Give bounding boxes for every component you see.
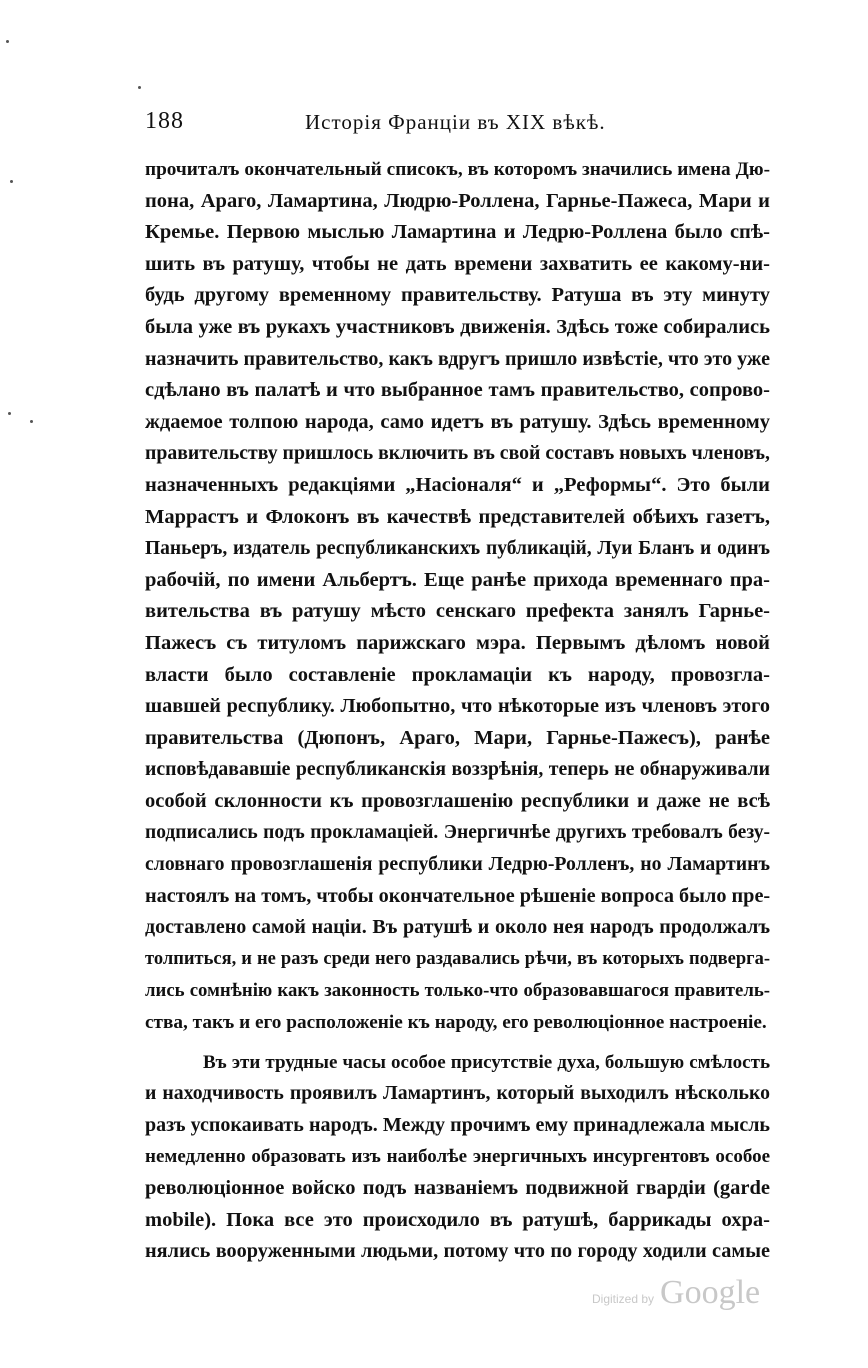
scan-speck: [138, 86, 141, 89]
text-line: назначить правительство, какъ вдругъ пришло извѣстіе, что это уже: [145, 347, 770, 370]
paragraph: [145, 154, 770, 1039]
text-line: Кремье. Первою мыслью Ламартина и Ледрю-Роллена было спѣ-: [145, 221, 770, 244]
text-line: революціонное войско подъ названіемъ подвижной гвардіи (garde: [145, 1177, 770, 1199]
scan-speck: [10, 180, 13, 183]
text-line: Маррастъ и Флоконъ въ качествѣ представителей обѣихъ газетъ,: [145, 505, 770, 528]
text-line: и находчивость проявилъ Ламартинъ, который выходилъ нѣсколько: [145, 1082, 770, 1105]
scan-speck: [6, 40, 9, 43]
text-line: исповѣдававшіе республиканскія воззрѣнія, теперь не обнаруживали: [145, 758, 770, 781]
text-line: власти было составленіе прокламаціи къ народу, провозгла-: [145, 663, 770, 686]
text-line: словнаго провозглашенія республики Ледрю-Ролленъ, но Ламартинъ: [145, 853, 770, 876]
page-header: [145, 108, 770, 138]
text-line: правительству пришлось включить въ свой составъ новыхъ членовъ,: [145, 442, 770, 465]
text-line: будь другому временному правительству. Ратуша въ эту минуту: [145, 284, 770, 307]
text-line: назначенныхъ редакціями „Насіоналя“ и „Реформы“. Это были: [145, 473, 770, 496]
text-line: шавшей республику. Любопытно, что нѣкоторые изъ членовъ этого: [145, 695, 770, 718]
text-line: рабочій, по имени Альбертъ. Еще ранѣе прихода временнаго пра-: [145, 568, 770, 591]
text-line: нялись вооруженными людьми, потому что по городу ходили самые: [145, 1240, 770, 1263]
watermark-prefix: Digitized by: [592, 1292, 655, 1306]
text-line: лись сомнѣнію какъ законность только-что образовавшагося правитель-: [145, 980, 770, 1002]
paragraph-container: [145, 154, 770, 1268]
text-line: прочиталъ окончательный списокъ, въ которомъ значились имена Дю-: [145, 159, 770, 180]
text-line: доставлено самой націи. Въ ратушѣ и около нея народъ продолжалъ: [145, 916, 770, 939]
text-line: толпиться, и не разъ среди него раздавались рѣчи, въ которыхъ подверга-: [145, 948, 770, 969]
text-line: ства, такъ и его расположеніе къ народу, его революціонное настроеніе.: [145, 1012, 767, 1034]
scan-speck: [8, 412, 11, 415]
page-number: 188: [145, 108, 184, 134]
text-line: настоялъ на томъ, чтобы окончательное рѣшеніе вопроса было пре-: [145, 884, 771, 907]
text-line: Паньеръ, издатель республиканскихъ публикацій, Луи Бланъ и одинъ: [145, 538, 770, 560]
text-line: немедленно образовать изъ наиболѣе энергичныхъ инсургентовъ особое: [145, 1146, 770, 1168]
text-line: особой склонности къ провозглашенію республики и даже не всѣ: [145, 789, 770, 812]
body-text: [145, 154, 770, 1268]
text-line: ждаемое толпою народа, само идетъ въ ратушу. Здѣсь временному: [145, 410, 770, 433]
text-line: шить въ ратушу, чтобы не дать времени захватить ее какому-ни-: [145, 252, 770, 275]
text-line: правительства (Дюпонъ, Араго, Мари, Гарнье-Пажесъ), ранѣе: [145, 726, 770, 749]
text-line: была уже въ рукахъ участниковъ движенія. Здѣсь тоже собирались: [145, 315, 770, 338]
text-line: Пажесъ съ титуломъ парижскаго мэра. Первымъ дѣломъ новой: [145, 631, 770, 654]
paragraph: [145, 1047, 770, 1268]
text-line: подписались подъ прокламаціей. Энергичнѣе другихъ требовалъ безу-: [145, 822, 770, 844]
text-line: вительства въ ратушу мѣсто сенскаго префекта занялъ Гарнье-: [145, 600, 770, 623]
paragraph-gap: [145, 1039, 770, 1047]
scan-speck: [30, 420, 33, 423]
text-line: сдѣлано въ палатѣ и что выбранное тамъ правительство, сопрово-: [145, 379, 770, 402]
watermark-brand: Google: [660, 1274, 761, 1311]
text-line: Въ эти трудные часы особое присутствіе духа, большую смѣлость: [203, 1051, 770, 1073]
running-title: Исторія Франціи въ XIX вѣкѣ.: [305, 110, 606, 134]
digitized-watermark: [592, 1274, 760, 1314]
text-line: mobile). Пока все это происходило въ ратушѣ, баррикады охра-: [145, 1208, 770, 1231]
text-line: пона, Араго, Ламартина, Людрю-Роллена, Гарнье-Пажеса, Мари и: [145, 189, 770, 212]
text-line: разъ успокаивать народъ. Между прочимъ ему принадлежала мысль: [145, 1113, 770, 1136]
